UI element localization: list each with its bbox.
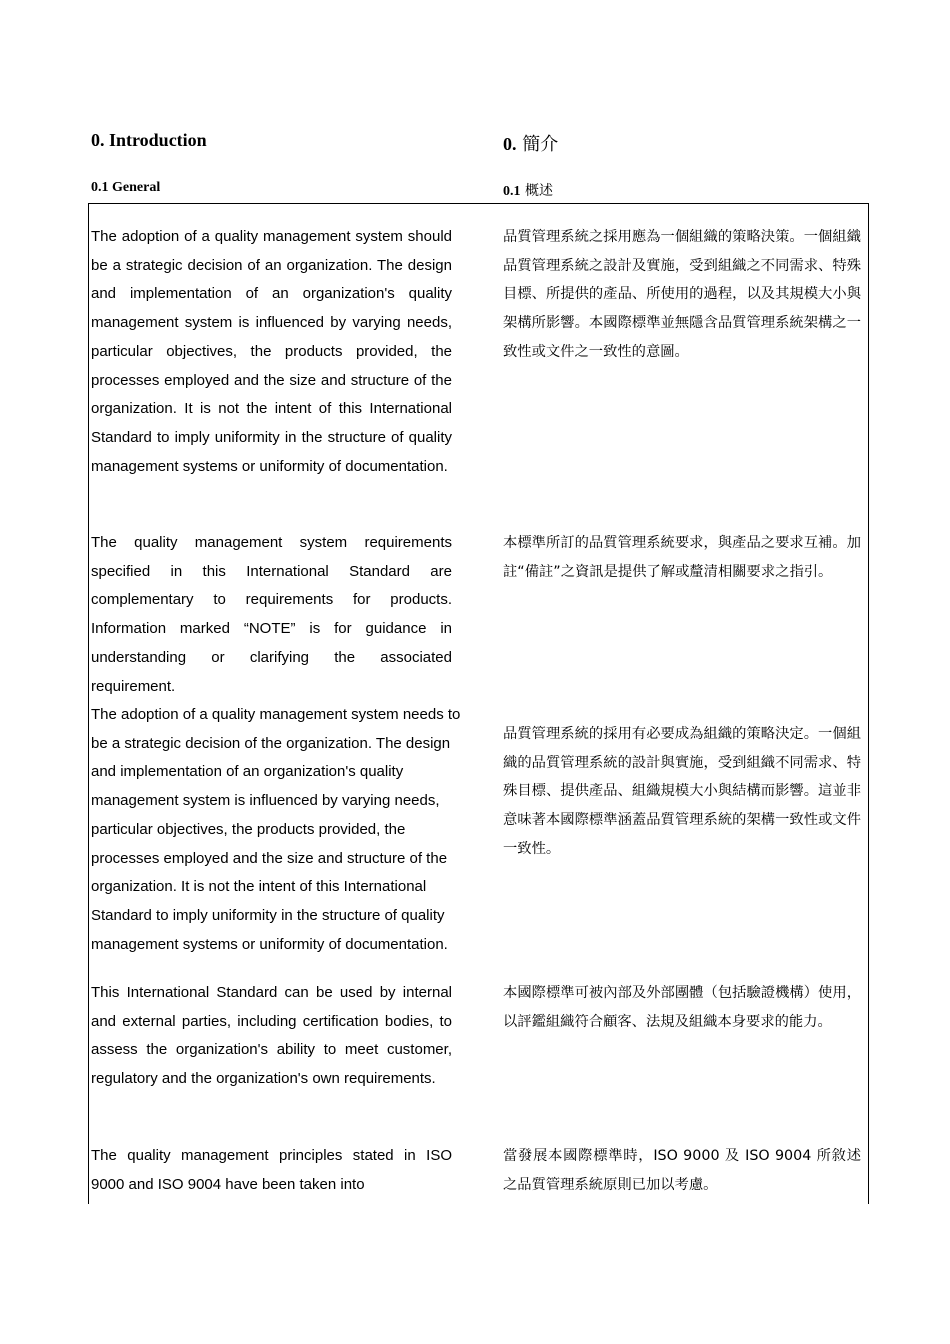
section-number-zh: 0.1 bbox=[503, 184, 521, 199]
paragraph-zh-5: 當發展本國際標準時，ISO 9000 及 ISO 9004 所敘述之品質管理系統原則已加以考慮。 bbox=[503, 1148, 861, 1193]
intro-number-zh: 0. bbox=[503, 134, 517, 154]
paragraph-en-1: The adoption of a quality management system should be a strategic decision of an organization. The design and implementation of an organization's quality management system is influenced by varying needs, particular objectives, the products provided, the processes employed and the size and structure of the organization. It is not the intent of this International Standard to imply uniformity in the structure of quality management systems or uniformity of documentation. bbox=[91, 228, 452, 475]
paragraph-en-5: The quality management principles stated in ISO 9000 and ISO 9004 have been taken into bbox=[91, 1147, 452, 1193]
section-title-zh bbox=[503, 180, 553, 200]
paragraph-zh-4: 本國際標準可被內部及外部團體（包括驗證機構）使用，以評鑑組織符合顧客、法規及組織本身要求的能力。 bbox=[503, 985, 861, 1030]
paragraph-en-4: This International Standard can be used by internal and external parties, including certification bodies, to assess the organization's ability to meet customer, regulatory and the organization's own requirements. bbox=[91, 984, 452, 1088]
paragraph-zh-2: 本標準所訂的品質管理系統要求，與產品之要求互補。加註“備註”之資訊是提供了解或釐清相關要求之指引。 bbox=[503, 535, 861, 580]
paragraph-zh-1: 品質管理系統之採用應為一個組織的策略決策。一個組織品質管理系統之設計及實施，受到組織之不同需求、特殊目標、所提供的產品、所使用的過程，以及其規模大小與架構所影響。本國際標準並無隱含品質管理系統架構之一致性或文件之一致性的意圖。 bbox=[503, 229, 861, 360]
paragraph-en-3: The adoption of a quality management system needs to be a strategic decision of the organization. The design and implementation of an organization's quality management system is influenced by varying needs, particular objectives, the products provided, the processes employed and the size and structure of the organization. It is not the intent of this International Standard to imply uniformity in the structure of quality management systems or uniformity of documentation. bbox=[91, 706, 461, 953]
section-title-en: 0.1 General bbox=[91, 180, 161, 195]
paragraph-en-2: The quality management system requirements specified in this International Standard are complementary to requirements for products. Information marked “NOTE” is for guidance in understanding or clarifying the associated requirement. bbox=[91, 534, 452, 695]
intro-title-zh-text: 簡介 bbox=[522, 134, 559, 155]
paragraph-zh-3: 品質管理系統的採用有必要成為組織的策略決定。一個組織的品質管理系統的設計與實施，受到組織不同需求、特殊目標、提供產品、組織規模大小與結構而影響。這並非意味著本國際標準涵蓋品質管理系統的架構一致性或文件一致性。 bbox=[503, 726, 861, 857]
intro-title-zh bbox=[503, 130, 558, 156]
intro-title-en: 0. Introduction bbox=[91, 130, 207, 150]
section-title-zh-text: 概述 bbox=[524, 183, 553, 199]
